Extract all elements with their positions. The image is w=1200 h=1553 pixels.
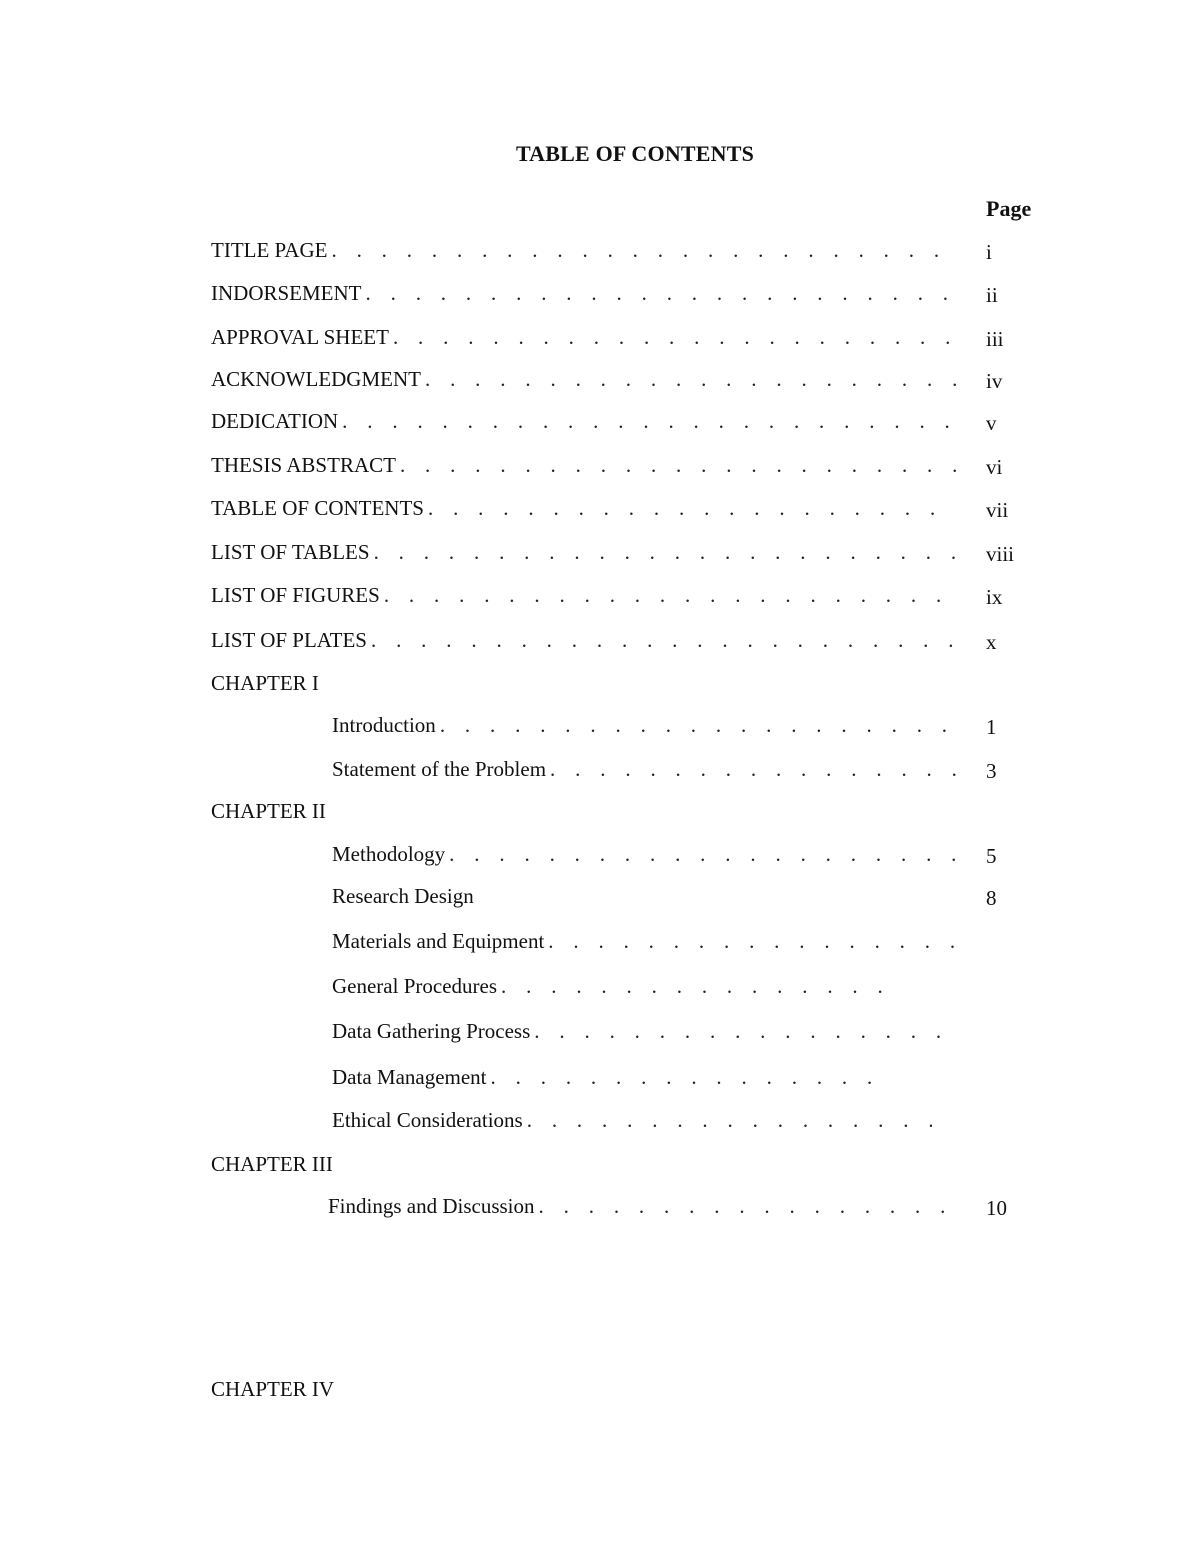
toc-entry-table-of-contents[interactable] xyxy=(211,496,956,526)
dot-leader xyxy=(501,974,904,999)
toc-page-number: 10 xyxy=(986,1196,1007,1220)
page-column-header: Page xyxy=(986,196,1032,221)
toc-page-number: vii xyxy=(986,498,1009,522)
toc-entry-list-of-tables[interactable] xyxy=(211,540,956,570)
toc-entry-acknowledgment[interactable] xyxy=(211,367,956,397)
toc-page-number: v xyxy=(986,411,997,435)
toc-entry-introduction[interactable] xyxy=(332,713,956,743)
toc-entry-label: Research Design xyxy=(332,884,474,908)
dot-leader xyxy=(366,281,957,306)
toc-page-number: 8 xyxy=(986,886,997,910)
toc-entry-thesis-abstract[interactable] xyxy=(211,453,956,483)
toc-entry-label: Methodology xyxy=(332,842,446,866)
toc-entry-indorsement[interactable] xyxy=(211,281,956,311)
toc-entry-label: ACKNOWLEDGMENT xyxy=(211,367,421,391)
toc-entry-ethical-considerations[interactable] xyxy=(332,1108,932,1138)
dot-leader xyxy=(548,929,956,954)
dot-leader xyxy=(491,1065,890,1090)
dot-leader xyxy=(400,453,956,478)
toc-entry-label: Findings and Discussion xyxy=(328,1194,535,1218)
dot-leader xyxy=(425,367,956,392)
dot-leader xyxy=(393,325,956,350)
toc-entry-label: Data Management xyxy=(332,1065,487,1089)
dot-leader xyxy=(550,757,956,782)
chapter-heading: CHAPTER II xyxy=(211,799,326,823)
toc-page-number: iv xyxy=(986,369,1003,393)
toc-entry-label: DEDICATION xyxy=(211,409,339,433)
toc-entry-label: APPROVAL SHEET xyxy=(211,325,389,349)
dot-leader xyxy=(374,540,956,565)
chapter-heading: CHAPTER I xyxy=(211,671,319,695)
toc-page-number: vi xyxy=(986,455,1003,479)
toc-entry-label: TABLE OF CONTENTS xyxy=(211,496,424,520)
toc-entry-approval-sheet[interactable] xyxy=(211,325,956,355)
toc-page-number: iii xyxy=(986,327,1004,351)
toc-entry-label: Data Gathering Process xyxy=(332,1019,531,1043)
toc-page-number: x xyxy=(986,630,997,654)
toc-entry-label: General Procedures xyxy=(332,974,498,998)
dot-leader xyxy=(384,583,956,608)
toc-page-number: i xyxy=(986,240,992,264)
dot-leader xyxy=(428,496,956,521)
dot-leader xyxy=(449,842,956,867)
toc-page-number: 5 xyxy=(986,844,997,868)
toc-entry-label: Statement of the Problem xyxy=(332,757,547,781)
toc-page-number: ii xyxy=(986,283,998,307)
toc-entry-research-design[interactable] xyxy=(332,884,532,914)
toc-entry-label: TITLE PAGE xyxy=(211,238,328,262)
dot-leader xyxy=(371,628,956,653)
toc-page-number: 1 xyxy=(986,715,997,739)
toc-entry-data-gathering-process[interactable] xyxy=(332,1019,942,1049)
toc-page-number: ix xyxy=(986,585,1003,609)
toc-entry-label: Ethical Considerations xyxy=(332,1108,523,1132)
toc-entry-materials-and-equipment[interactable] xyxy=(332,929,956,959)
page-title: TABLE OF CONTENTS xyxy=(515,141,755,166)
toc-entry-data-management[interactable] xyxy=(332,1065,890,1095)
toc-entry-dedication[interactable] xyxy=(211,409,956,439)
toc-page-number: viii xyxy=(986,542,1015,566)
toc-entry-label: Materials and Equipment xyxy=(332,929,545,953)
toc-entry-methodology[interactable] xyxy=(332,842,956,872)
dot-leader xyxy=(331,238,956,263)
dot-leader xyxy=(527,1108,932,1133)
toc-entry-label: LIST OF PLATES xyxy=(211,628,367,652)
toc-entry-statement-of-the-problem[interactable] xyxy=(332,757,956,787)
dot-leader xyxy=(534,1019,942,1044)
toc-page-number: 3 xyxy=(986,759,997,783)
toc-entry-title-page[interactable] xyxy=(211,238,956,268)
chapter-heading: CHAPTER III xyxy=(211,1152,333,1176)
toc-entry-label: LIST OF TABLES xyxy=(211,540,370,564)
toc-entry-list-of-figures[interactable] xyxy=(211,583,956,613)
toc-entry-findings-and-discussion[interactable] xyxy=(328,1194,956,1224)
dot-leader xyxy=(440,713,956,738)
dot-leader xyxy=(342,409,956,434)
toc-entry-general-procedures[interactable] xyxy=(332,974,904,1004)
toc-entry-list-of-plates[interactable] xyxy=(211,628,956,658)
toc-entry-label: THESIS ABSTRACT xyxy=(211,453,396,477)
toc-entry-label: INDORSEMENT xyxy=(211,281,362,305)
toc-entry-label: Introduction xyxy=(332,713,436,737)
chapter-heading: CHAPTER IV xyxy=(211,1377,335,1401)
toc-entry-label: LIST OF FIGURES xyxy=(211,583,380,607)
dot-leader xyxy=(539,1194,956,1219)
